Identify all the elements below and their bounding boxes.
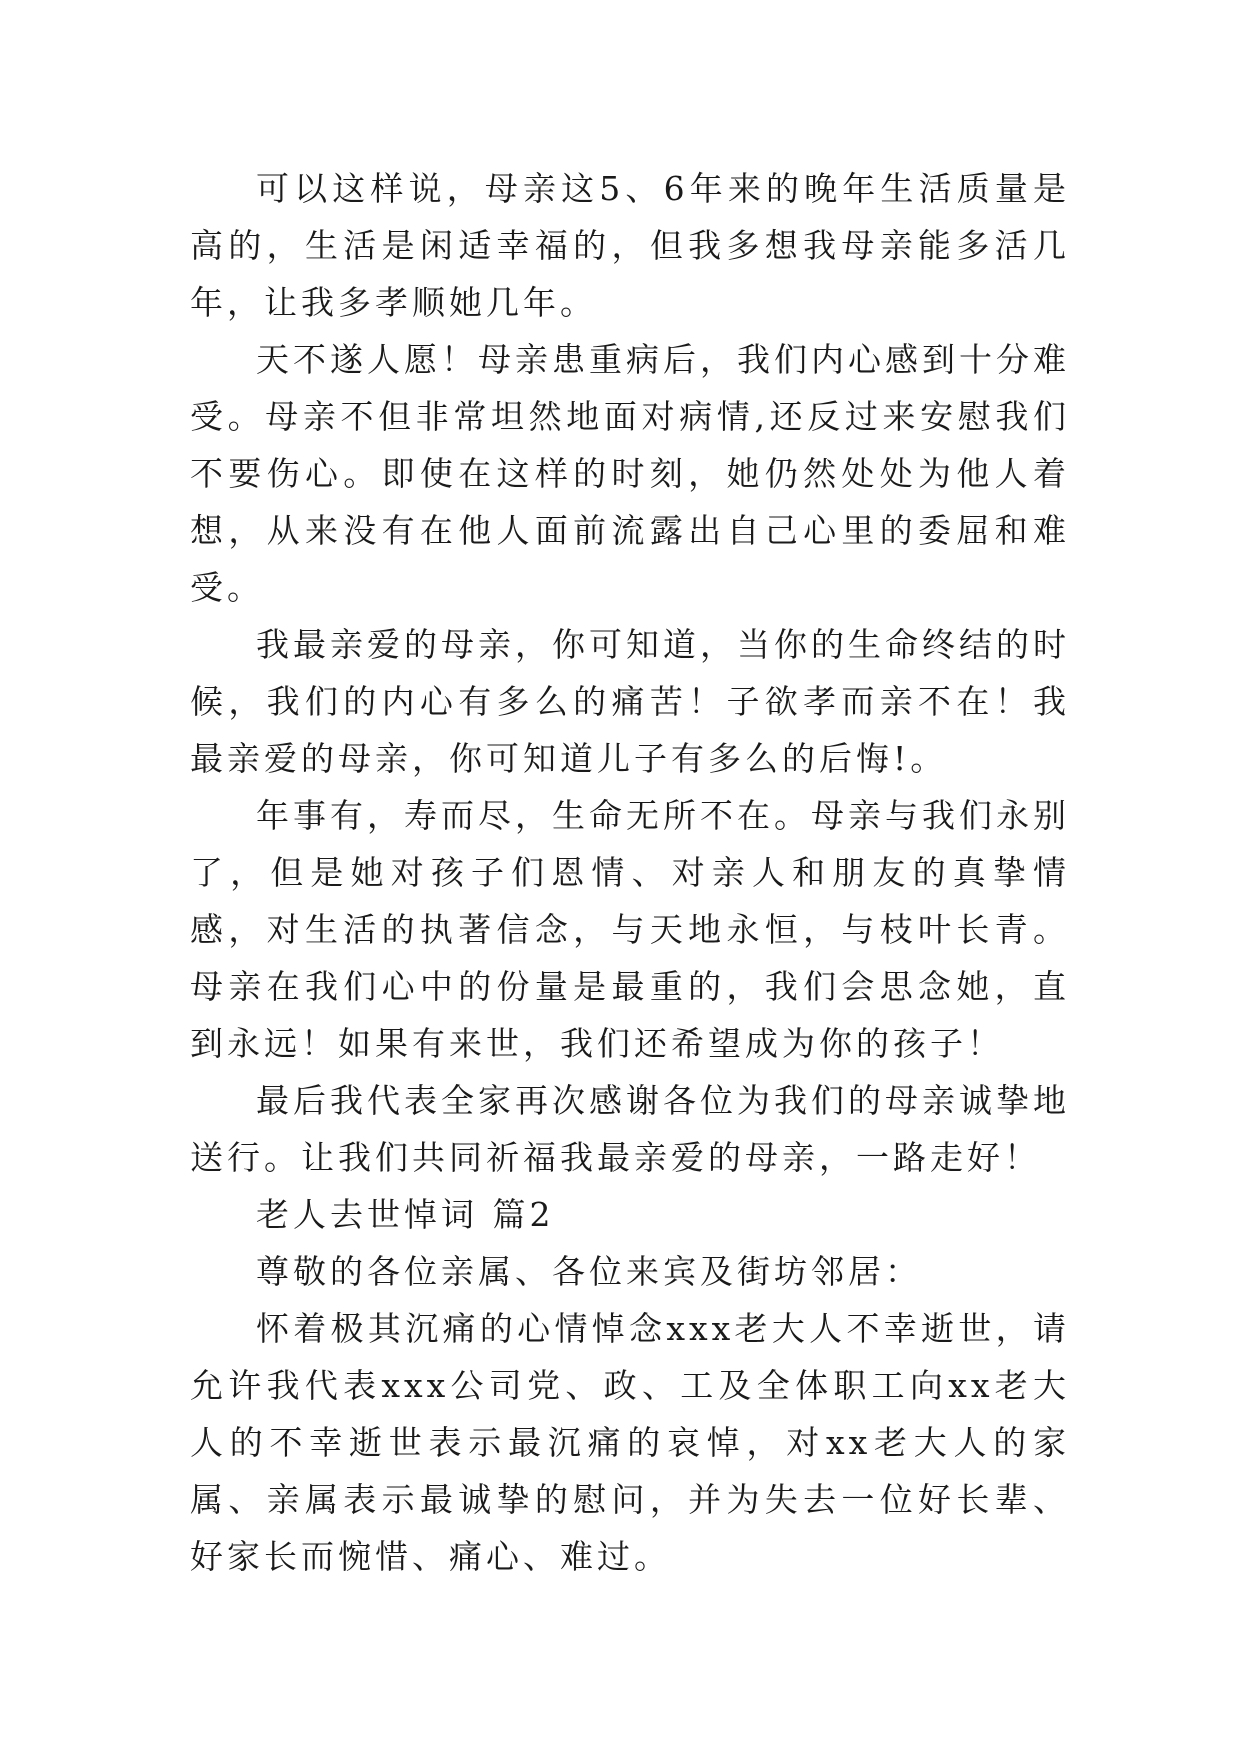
paragraph-5: 最后我代表全家再次感谢各位为我们的母亲诚挚地送行。让我们共同祈福我最亲爱的母亲，一路走好！	[190, 1081, 1070, 1177]
document-page	[190, 160, 1070, 1585]
paragraph-4: 年事有，寿而尽，生命无所不在。母亲与我们永别了，但是她对孩子们恩情、对亲人和朋友的真挚情感，对生活的执著信念，与天地永恒，与枝叶长青。母亲在我们心中的份量是最重的，我们会思念她，直到永远！如果有来世，我们还希望成为你的孩子！	[190, 796, 1070, 1063]
closing-paragraph: 怀着极其沉痛的心情悼念xxx老大人不幸逝世，请允许我代表xxx公司党、政、工及全体职工向xx老大人的不幸逝世表示最沉痛的哀悼，对xx老大人的家属、亲属表示最诚挚的慰问，并为失去一位好长辈、好家长而惋惜、痛心、难过。	[190, 1309, 1070, 1576]
salutation: 尊敬的各位亲属、各位来宾及街坊邻居：	[256, 1252, 922, 1291]
section-heading: 老人去世悼词 篇2	[256, 1195, 555, 1234]
paragraph-1: 可以这样说，母亲这5、6年来的晚年生活质量是高的，生活是闲适幸福的，但我多想我母亲能多活几年，让我多孝顺她几年。	[190, 169, 1070, 322]
paragraph-3: 我最亲爱的母亲，你可知道，当你的生命终结的时候，我们的内心有多么的痛苦！子欲孝而亲不在！我最亲爱的母亲，你可知道儿子有多么的后悔!。	[190, 625, 1070, 778]
paragraph-2: 天不遂人愿！母亲患重病后，我们内心感到十分难受。母亲不但非常坦然地面对病情,还反过来安慰我们不要伤心。即使在这样的时刻，她仍然处处为他人着想，从来没有在他人面前流露出自己心里的委屈和难受。	[190, 340, 1070, 607]
